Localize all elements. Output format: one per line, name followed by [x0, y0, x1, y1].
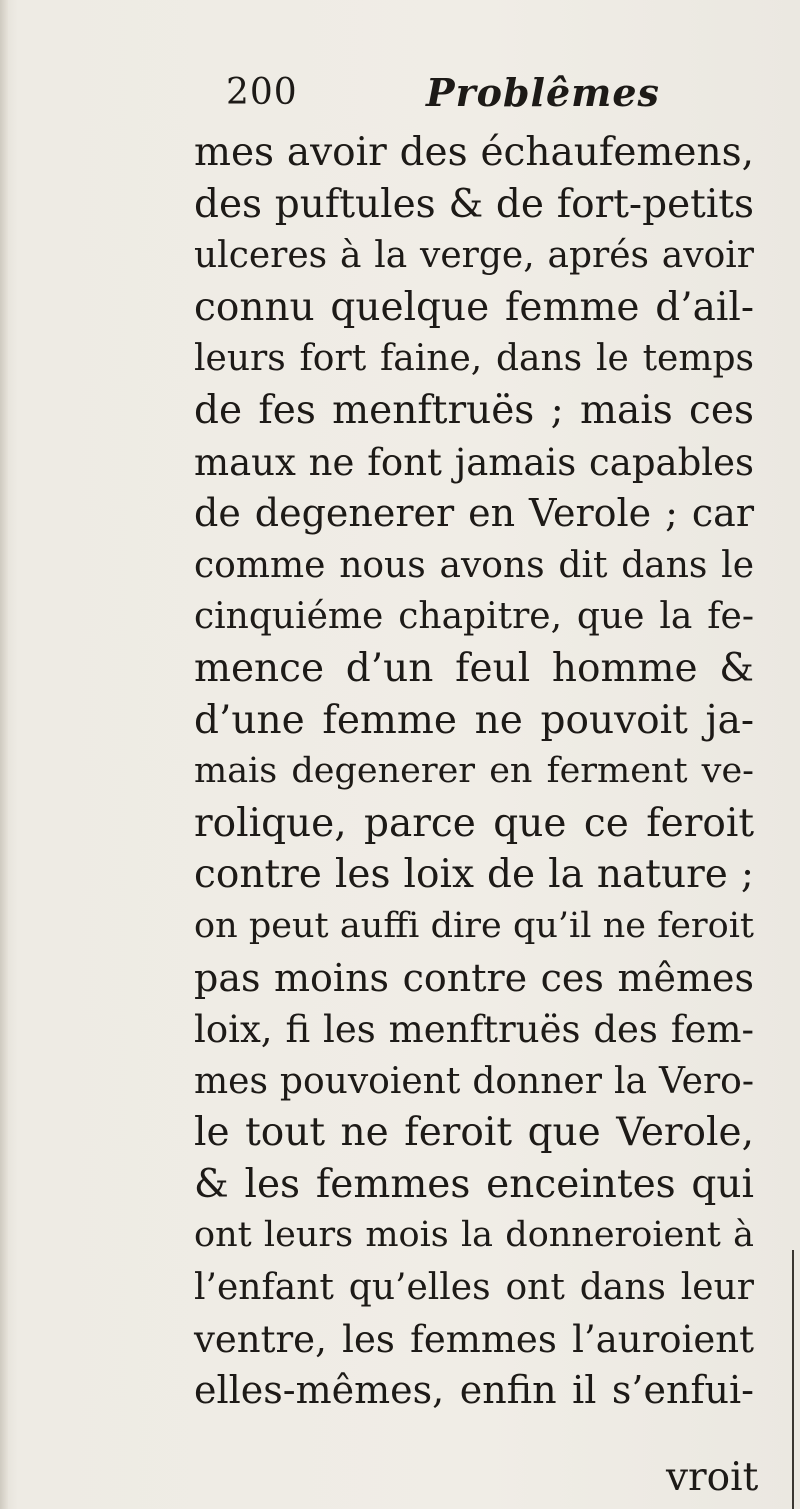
page-edge-mark [792, 1250, 794, 1509]
text-line: ventre, les femmes l’auroient [194, 1317, 754, 1361]
text-line: contre les loix de la nature ; [194, 852, 754, 898]
text-line: & les femmes enceintes qui [194, 1161, 754, 1207]
text-line: mence d’un feul homme & [194, 645, 754, 691]
text-line: mes pouvoient donner la Vero- [194, 1060, 754, 1102]
text-line: de fes menftruës ; mais ces [194, 387, 754, 433]
text-line: elles-mêmes, enfin il s’enfui- [194, 1368, 754, 1413]
text-line: cinquiéme chapitre, que la fe- [194, 596, 754, 638]
running-title: Problêmes [426, 70, 660, 115]
page-header [226, 72, 746, 122]
text-line: loix, fi les menftruës des fem- [194, 1008, 754, 1052]
text-line: on peut auffi dire qu’il ne feroit [194, 905, 754, 946]
text-line: d’une femme ne pouvoit ja- [194, 697, 754, 743]
text-line: pas moins contre ces mêmes [194, 955, 754, 1000]
text-line: des puftules & de fort-petits [194, 181, 754, 227]
text-line: connu quelque femme d’ail- [194, 284, 754, 330]
catchword: vroit [666, 1455, 759, 1500]
text-line: mes avoir des échaufemens, [194, 130, 754, 175]
body-text [194, 127, 754, 1417]
text-line: ulceres à la verge, aprés avoir [194, 235, 754, 277]
page-gutter [0, 0, 8, 1509]
text-line: leurs fort faine, dans le temps [194, 338, 754, 380]
text-line: mais degenerer en ferment ve- [194, 751, 754, 792]
text-line: ont leurs mois la donneroient à [194, 1215, 754, 1256]
page-number: 200 [226, 72, 298, 113]
text-line: le tout ne feroit que Verole, [194, 1110, 754, 1156]
text-line: comme nous avons dit dans le [194, 544, 754, 586]
text-line: maux ne font jamais capables [194, 440, 754, 484]
text-line: rolique, parce que ce feroit [194, 800, 754, 846]
text-line: l’enfant qu’elles ont dans leur [194, 1267, 754, 1309]
text-line: de degenerer en Verole ; car [194, 491, 754, 536]
